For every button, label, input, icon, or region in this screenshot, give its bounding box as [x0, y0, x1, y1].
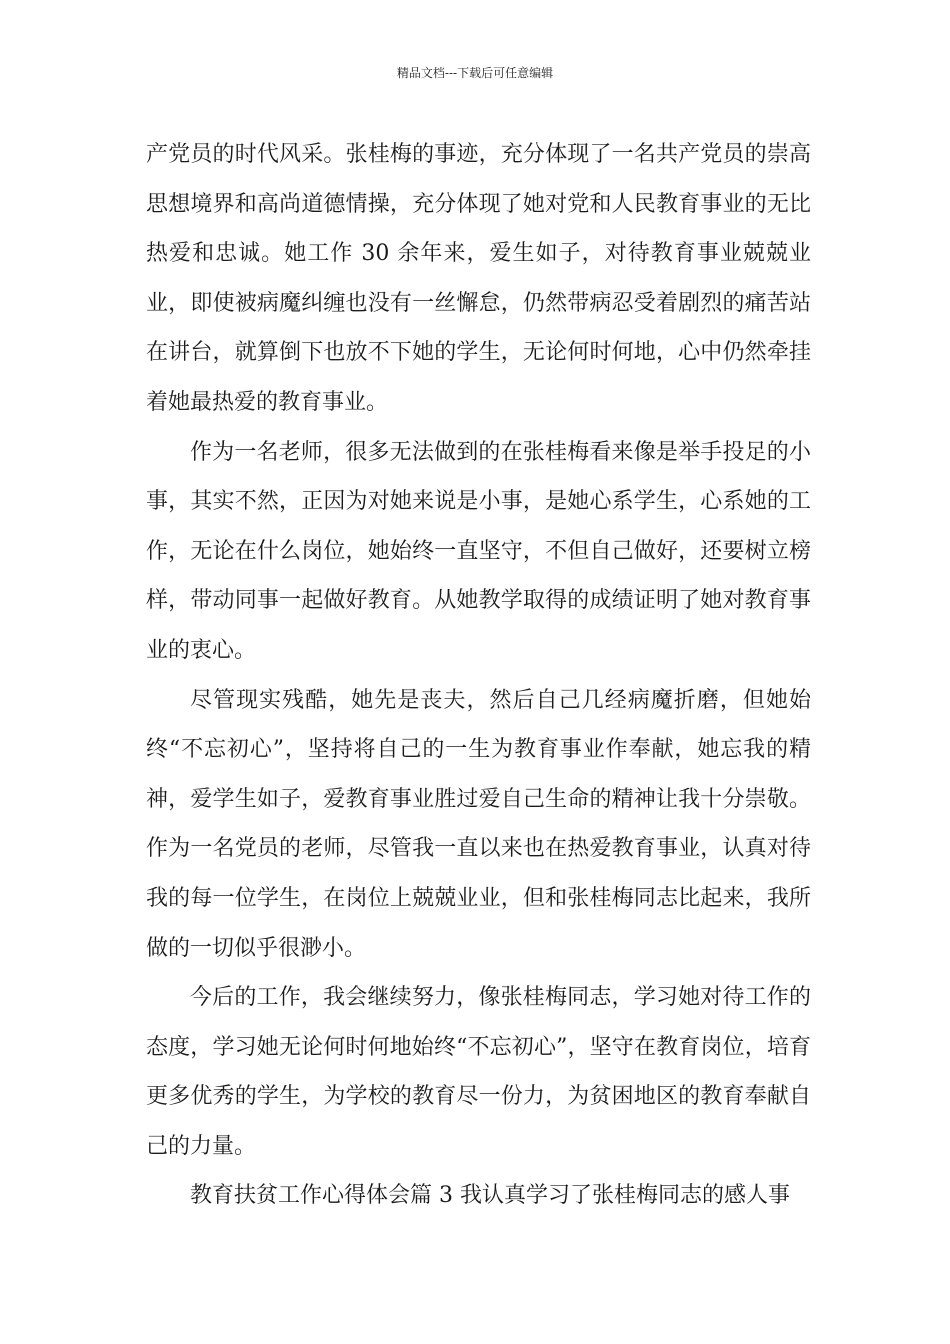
paragraph-4: 今后的工作，我会继续努力，像张桂梅同志，学习她对待工作的态度，学习她无论何时何地始终“不忘初心”，坚守在教育岗位，培育更多优秀的学生，为学校的教育尽一份力，为贫困地区的教育奉献自己的力量。: [146, 985, 811, 1159]
document-body: [146, 130, 811, 1221]
paragraph-2: 作为一名老师，很多无法做到的在张桂梅看来像是举手投足的小事，其实不然，正因为对她来说是小事，是她心系学生，心系她的工作，无论在什么岗位，她始终一直坚守，不但自己做好，还要树立榜样，带动同事一起做好教育。从她教学取得的成绩证明了她对教育事业的衷心。: [146, 439, 811, 663]
paragraph-1: 产党员的时代风采。张桂梅的事迹，充分体现了一名共产党员的崇高思想境界和高尚道德情操，充分体现了她对党和人民教育事业的无比热爱和忠诚。她工作 30 余年来，爱生如子，对待教育事业兢兢业业，即使被病魔纠缠也没有一丝懈怠，仍然带病忍受着剧烈的痛苦站在讲台，就算倒下也放不下她的学生，无论何时何地，心中仍然牵挂着她最热爱的教育事业。: [146, 142, 811, 415]
page-header: 精品文档---下载后可任意编辑: [396, 66, 554, 80]
paragraph-5: 教育扶贫工作心得体会篇 3 我认真学习了张桂梅同志的感人事: [190, 1183, 790, 1209]
paragraph-3: 尽管现实残酷，她先是丧夫，然后自己几经病魔折磨，但她始终“不忘初心”，坚持将自己的一生为教育事业作奉献，她忘我的精神，爱学生如子，爱教育事业胜过爱自己生命的精神让我十分崇敬。作为一名党员的老师，尽管我一直以来也在热爱教育事业，认真对待我的每一位学生，在岗位上兢兢业业，但和张桂梅同志比起来，我所做的一切似乎很渺小。: [146, 687, 811, 961]
